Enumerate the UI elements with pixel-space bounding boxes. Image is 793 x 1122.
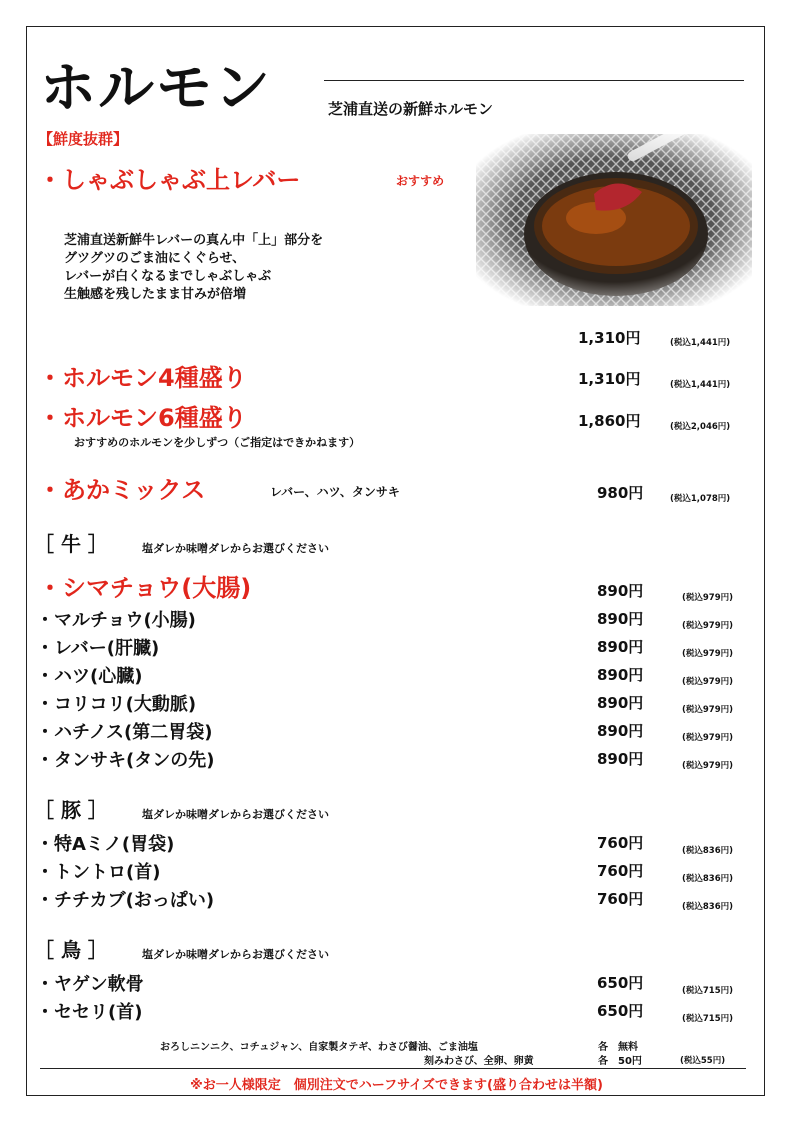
chicken-item-price: 650円	[597, 974, 644, 992]
beef-sauce-note: 塩ダレか味噌ダレからお選びください	[142, 542, 329, 555]
free-condiments-list: おろしニンニク、コチュジャン、自家製タテギ、わさび醤油、ごま油塩	[160, 1042, 478, 1053]
featured-description-line: 芝浦直送新鮮牛レバーの真ん中「上」部分を	[64, 233, 324, 248]
beef-section-header: ［ 牛 ］	[34, 532, 108, 556]
featured-description-line: レバーが白くなるまでしゃぶしゃぶ	[64, 269, 272, 284]
featured-price: 1,310円	[578, 329, 641, 347]
platter-6-price: 1,860円	[578, 412, 641, 430]
beef-item-price: 890円	[597, 750, 644, 768]
chicken-item-name: ・セセリ(首)	[36, 1002, 143, 1023]
beef-item-price: 890円	[597, 666, 644, 684]
page-title: ホルモン	[40, 56, 272, 121]
beef-item-tax-price: (税込979円)	[682, 621, 734, 631]
pork-section-header: ［ 豚 ］	[34, 798, 108, 822]
featured-tax-price: (税込1,441円)	[670, 338, 731, 348]
liver-photo-illustration	[476, 134, 752, 306]
aka-mix-tax-price: (税込1,078円)	[670, 494, 731, 504]
chicken-item-tax-price: (税込715円)	[682, 1014, 734, 1024]
chicken-section-header: ［ 鳥 ］	[34, 938, 108, 962]
pork-item-price: 760円	[597, 890, 644, 908]
beef-item-price: 890円	[597, 694, 644, 712]
platter-note: おすすめのホルモンを少しずつ（ご指定はできかねます）	[74, 436, 361, 449]
chicken-item-tax-price: (税込715円)	[682, 986, 734, 996]
pork-item-tax-price: (税込836円)	[682, 902, 734, 912]
footer-divider	[40, 1068, 746, 1069]
beef-item-tax-price: (税込979円)	[682, 733, 734, 743]
platter-4-price: 1,310円	[578, 370, 641, 388]
pork-item-price: 760円	[597, 834, 644, 852]
beef-item-name: ・マルチョウ(小腸)	[36, 610, 196, 631]
pork-item-tax-price: (税込836円)	[682, 846, 734, 856]
beef-item-tax-price: (税込979円)	[682, 677, 734, 687]
beef-item-price: 890円	[597, 638, 644, 656]
chicken-sauce-note: 塩ダレか味噌ダレからお選びください	[142, 948, 329, 961]
beef-item-tax-price: (税込979円)	[682, 705, 734, 715]
beef-highlight-price: 890円	[597, 582, 644, 600]
pork-item-name: ・チチカブ(おっぱい)	[36, 890, 215, 911]
pork-item-price: 760円	[597, 862, 644, 880]
pork-item-tax-price: (税込836円)	[682, 874, 734, 884]
pork-item-name: ・トントロ(首)	[36, 862, 161, 883]
free-condiments-price: 各 無料	[598, 1042, 638, 1053]
page-subtitle: 芝浦直送の新鮮ホルモン	[328, 100, 494, 118]
paid-condiments-tax-price: (税込55円)	[680, 1056, 726, 1066]
featured-item-name: ・しゃぶしゃぶ上レバー	[38, 166, 301, 194]
beef-item-tax-price: (税込979円)	[682, 761, 734, 771]
paid-condiments-price: 各 50円	[598, 1056, 642, 1067]
beef-item-name: ・タンサキ(タンの先)	[36, 750, 215, 771]
beef-item-name: ・ハツ(心臓)	[36, 666, 143, 687]
pork-item-name: ・特Aミノ(胃袋)	[36, 834, 175, 855]
beef-item-name: ・レバー(肝臓)	[36, 638, 160, 659]
platter-4-name: ・ホルモン4種盛り	[38, 364, 247, 392]
paid-condiments-list: 刻みわさび、全卵、卵黄	[424, 1056, 534, 1067]
chicken-item-price: 650円	[597, 1002, 644, 1020]
platter-4-tax-price: (税込1,441円)	[670, 380, 731, 390]
chicken-item-name: ・ヤゲン軟骨	[36, 974, 144, 995]
beef-item-price: 890円	[597, 610, 644, 628]
platter-6-name: ・ホルモン6種盛り	[38, 404, 247, 432]
featured-description-line: 生触感を残したまま甘みが倍増	[64, 287, 247, 302]
beef-item-tax-price: (税込979円)	[682, 649, 734, 659]
beef-highlight-tax-price: (税込979円)	[682, 593, 734, 603]
liver-in-sesame-oil-photo	[476, 134, 752, 306]
freshness-tag: 【鮮度抜群】	[38, 130, 129, 148]
aka-mix-contents: レバー、ハツ、タンサキ	[270, 485, 400, 499]
pork-sauce-note: 塩ダレか味噌ダレからお選びください	[142, 808, 329, 821]
title-divider	[324, 80, 744, 81]
beef-item-name: ・ハチノス(第二胃袋)	[36, 722, 213, 743]
aka-mix-price: 980円	[597, 484, 644, 502]
beef-item-price: 890円	[597, 722, 644, 740]
featured-description-line: グツグツのごま油にくぐらせ、	[64, 251, 246, 266]
footer-note: ※お一人様限定 個別注文でハーフサイズできます(盛り合わせは半額)	[190, 1078, 603, 1093]
recommend-label: おすすめ	[396, 174, 445, 188]
platter-6-tax-price: (税込2,046円)	[670, 422, 731, 432]
beef-item-name: ・コリコリ(大動脈)	[36, 694, 197, 715]
beef-highlight-name: ・シマチョウ(大腸)	[38, 574, 252, 602]
aka-mix-name: ・あかミックス	[38, 476, 206, 504]
